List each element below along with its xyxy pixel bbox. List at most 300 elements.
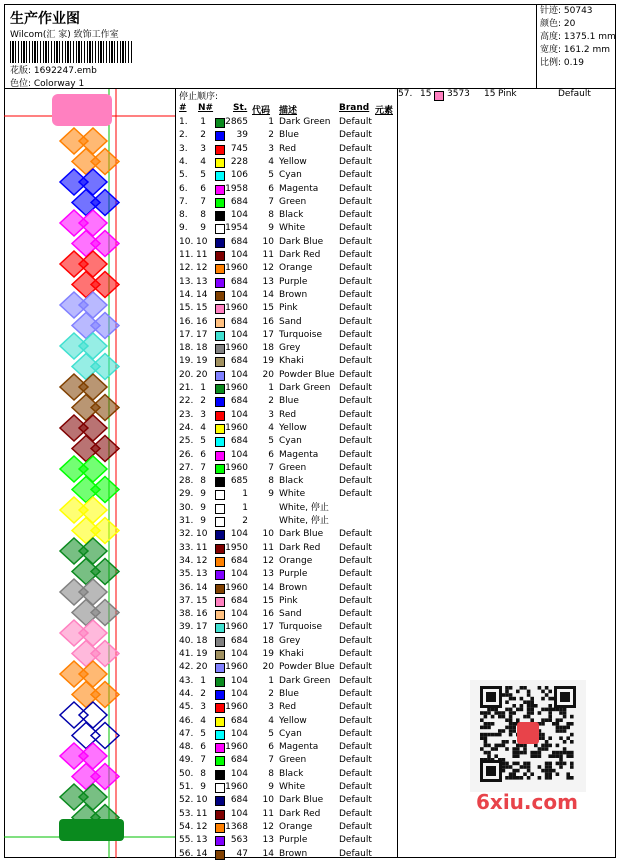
row-description: Brown — [279, 848, 308, 859]
cont-needle: 15 — [420, 89, 432, 99]
row-description: Powder Blue — [279, 662, 335, 673]
stop-row — [176, 355, 398, 368]
row-stitches: 1950 — [225, 542, 248, 553]
page-title: 生产作业图 — [10, 11, 80, 27]
stop-row — [176, 435, 398, 448]
stop-row — [176, 488, 398, 501]
row-needle: 10 — [196, 529, 208, 540]
row-needle: 2 — [200, 688, 206, 699]
row-index: 41. — [179, 649, 194, 659]
row-needle: 9 — [200, 223, 206, 234]
color-swatch — [215, 823, 225, 833]
row-brand: Default — [339, 688, 372, 699]
color-swatch — [215, 331, 225, 341]
stop-row — [176, 422, 398, 435]
stop-row — [176, 608, 398, 621]
color-swatch — [215, 703, 225, 713]
col-header-description: 描述 — [279, 106, 298, 116]
row-index: 37. — [179, 595, 194, 606]
row-stitches: 2 — [242, 516, 248, 526]
row-code: 10 — [262, 236, 274, 247]
row-needle: 5 — [200, 728, 206, 739]
row-index: 53. — [179, 808, 194, 819]
color-swatch — [215, 344, 225, 354]
row-needle: 5 — [200, 436, 206, 447]
row-needle: 10 — [196, 236, 208, 247]
stop-row — [176, 701, 398, 714]
row-brand: Default — [339, 303, 372, 314]
row-index: 51. — [179, 782, 194, 792]
row-stitches: 684 — [230, 635, 248, 646]
stop-row — [176, 169, 398, 182]
row-needle: 14 — [196, 289, 208, 300]
row-brand: Default — [339, 117, 372, 127]
stop-row — [176, 661, 398, 674]
row-code: 8 — [268, 210, 274, 221]
stop-row — [176, 781, 398, 794]
row-description: Sand — [279, 316, 302, 327]
stop-row — [176, 848, 398, 861]
color-swatch — [215, 637, 225, 647]
row-needle: 16 — [196, 609, 208, 620]
row-stitches: 684 — [230, 356, 248, 367]
color-swatch — [215, 610, 225, 620]
row-index: 55. — [179, 835, 194, 846]
stop-row — [176, 276, 398, 289]
row-brand: Default — [339, 675, 372, 686]
row-brand: Default — [339, 263, 372, 274]
color-swatch — [215, 850, 225, 860]
color-swatch — [215, 663, 225, 673]
row-needle: 1 — [200, 117, 206, 127]
row-index: 13. — [179, 276, 194, 287]
spec-panel — [537, 4, 616, 89]
row-brand: Default — [339, 462, 372, 473]
row-code: 9 — [268, 223, 274, 234]
row-brand: Default — [339, 236, 372, 247]
stop-row — [176, 316, 398, 329]
col-header-stitches: St. — [233, 103, 248, 113]
qr-code — [470, 680, 586, 792]
color-swatch — [215, 224, 225, 234]
row-needle: 8 — [200, 476, 206, 487]
row-stitches: 104 — [230, 409, 248, 420]
row-description: Blue — [279, 130, 299, 141]
stop-row — [176, 568, 398, 581]
row-code: 19 — [262, 649, 274, 659]
stop-row — [176, 528, 398, 541]
color-swatch — [215, 810, 225, 820]
stop-row — [176, 236, 398, 249]
color-swatch — [215, 770, 225, 780]
row-brand: Default — [339, 622, 372, 633]
row-brand: Default — [339, 356, 372, 367]
stop-list-title: 停止顺序: — [179, 92, 219, 102]
row-index: 38. — [179, 609, 194, 620]
stop-row — [176, 754, 398, 767]
row-index: 25. — [179, 436, 194, 447]
row-index: 14. — [179, 289, 194, 300]
row-stitches: 39 — [236, 130, 248, 141]
row-index: 12. — [179, 263, 194, 274]
row-stitches: 104 — [230, 675, 248, 686]
color-swatch — [215, 291, 225, 301]
row-code: 17 — [262, 622, 274, 633]
row-index: 44. — [179, 688, 194, 699]
cont-stitches: 3573 — [447, 89, 470, 99]
stop-row — [176, 156, 398, 169]
row-stitches: 684 — [230, 436, 248, 447]
row-index: 50. — [179, 768, 194, 779]
row-code: 16 — [262, 316, 274, 327]
row-brand: Default — [339, 715, 372, 726]
color-swatch — [215, 743, 225, 753]
row-index: 26. — [179, 449, 194, 460]
color-swatch — [215, 304, 225, 314]
row-code: 8 — [268, 476, 274, 487]
row-stitches: 1 — [242, 502, 248, 513]
row-description: Dark Red — [279, 808, 321, 819]
row-stitches: 684 — [230, 795, 248, 806]
row-needle: 17 — [196, 622, 208, 633]
row-index: 17. — [179, 329, 194, 340]
stop-row — [176, 648, 398, 661]
row-stitches: 104 — [230, 688, 248, 699]
row-stitches: 684 — [230, 755, 248, 766]
color-swatch — [215, 756, 225, 766]
stop-row — [176, 329, 398, 342]
row-brand: Default — [339, 170, 372, 181]
row-stitches: 104 — [230, 768, 248, 779]
row-stitches: 1960 — [225, 343, 248, 354]
stop-row — [176, 409, 398, 422]
row-index: 3. — [179, 143, 188, 154]
row-brand: Default — [339, 609, 372, 620]
color-swatch — [215, 464, 225, 474]
row-index: 32. — [179, 529, 194, 540]
row-needle: 11 — [196, 250, 208, 260]
row-code: 12 — [262, 821, 274, 832]
stop-row — [176, 741, 398, 754]
row-index: 18. — [179, 343, 194, 354]
stop-row — [176, 808, 398, 821]
row-description: Powder Blue — [279, 369, 335, 380]
row-code: 4 — [268, 422, 274, 433]
row-needle: 2 — [200, 396, 206, 407]
row-description: Yellow — [279, 422, 307, 433]
row-brand: Default — [339, 383, 372, 393]
row-brand: Default — [339, 555, 372, 566]
stop-row — [176, 688, 398, 701]
row-needle: 2 — [200, 130, 206, 141]
stop-row — [176, 821, 398, 834]
row-description: Khaki — [279, 649, 304, 659]
color-swatch — [215, 411, 225, 421]
stop-row — [176, 462, 398, 475]
row-brand: Default — [339, 635, 372, 646]
color-swatch — [215, 318, 225, 328]
row-description: Brown — [279, 289, 308, 300]
row-needle: 3 — [200, 702, 206, 713]
row-brand: Default — [339, 489, 372, 500]
row-index: 10. — [179, 236, 194, 247]
row-index: 2. — [179, 130, 188, 141]
col-header-code: 代码 — [252, 106, 271, 116]
cont-code: 15 — [484, 89, 496, 99]
row-description: Turquoise — [279, 622, 323, 633]
row-index: 24. — [179, 422, 194, 433]
stop-row — [176, 502, 398, 515]
row-description: Dark Green — [279, 675, 331, 686]
color-swatch — [215, 783, 225, 793]
row-stitches: 104 — [230, 808, 248, 819]
col-header-brand: Brand — [339, 103, 370, 113]
row-description: Cyan — [279, 170, 302, 181]
row-brand: Default — [339, 582, 372, 593]
stop-row — [176, 143, 398, 156]
color-swatch — [215, 530, 225, 540]
color-swatch — [215, 251, 225, 261]
col-header-needle: N# — [198, 103, 214, 113]
color-swatch — [215, 118, 225, 128]
row-brand: Default — [339, 649, 372, 659]
barcode — [10, 41, 132, 63]
row-needle: 16 — [196, 316, 208, 327]
row-stitches: 684 — [230, 236, 248, 247]
row-index: 45. — [179, 702, 194, 713]
color-swatch — [215, 717, 225, 727]
row-description: Purple — [279, 569, 308, 580]
row-description: Blue — [279, 396, 299, 407]
row-brand: Default — [339, 808, 372, 819]
row-description: Cyan — [279, 728, 302, 739]
row-code: 12 — [262, 555, 274, 566]
row-description: White, 停止 — [279, 502, 329, 513]
row-description: Cyan — [279, 436, 302, 447]
row-description: White, 停止 — [279, 516, 329, 526]
row-code: 14 — [262, 289, 274, 300]
row-code: 14 — [262, 582, 274, 593]
color-swatch — [215, 424, 225, 434]
row-stitches: 684 — [230, 555, 248, 566]
row-index: 36. — [179, 582, 194, 593]
spec-colors: 颜色: 20 — [540, 19, 576, 29]
row-brand: Default — [339, 835, 372, 846]
row-needle: 12 — [196, 821, 208, 832]
color-swatch — [215, 357, 225, 367]
row-brand: Default — [339, 343, 372, 354]
row-code: 19 — [262, 356, 274, 367]
stop-row — [176, 768, 398, 781]
row-stitches: 47 — [236, 848, 248, 859]
color-swatch — [215, 557, 225, 567]
row-index: 27. — [179, 462, 194, 473]
color-swatch — [215, 690, 225, 700]
row-brand: Default — [339, 369, 372, 380]
cont-index: 57. — [398, 89, 413, 99]
row-index: 19. — [179, 356, 194, 367]
row-needle: 13 — [196, 835, 208, 846]
row-brand: Default — [339, 782, 372, 792]
stop-row — [176, 715, 398, 728]
row-description: Dark Red — [279, 542, 321, 553]
row-description: Magenta — [279, 183, 319, 194]
row-needle: 11 — [196, 542, 208, 553]
row-code: 18 — [262, 343, 274, 354]
row-code: 1 — [268, 117, 274, 127]
row-description: Black — [279, 768, 304, 779]
color-swatch — [215, 211, 225, 221]
row-code: 9 — [268, 782, 274, 792]
color-swatch — [215, 437, 225, 447]
row-stitches: 104 — [230, 569, 248, 580]
row-brand: Default — [339, 396, 372, 407]
stop-row — [176, 382, 398, 395]
row-stitches: 1368 — [225, 821, 248, 832]
row-needle: 8 — [200, 768, 206, 779]
row-brand: Default — [339, 422, 372, 433]
row-description: Grey — [279, 343, 301, 354]
row-index: 28. — [179, 476, 194, 487]
stop-row — [176, 475, 398, 488]
color-swatch — [215, 836, 225, 846]
row-description: Dark Green — [279, 383, 331, 393]
stop-row — [176, 595, 398, 608]
row-stitches: 1960 — [225, 383, 248, 393]
row-needle: 17 — [196, 329, 208, 340]
row-needle: 7 — [200, 196, 206, 207]
row-description: Blue — [279, 688, 299, 699]
row-index: 42. — [179, 662, 194, 673]
row-brand: Default — [339, 449, 372, 460]
row-brand: Default — [339, 196, 372, 207]
row-code: 4 — [268, 156, 274, 167]
row-stitches: 104 — [230, 329, 248, 340]
row-index: 7. — [179, 196, 188, 207]
row-code: 2 — [268, 688, 274, 699]
row-stitches: 1954 — [225, 223, 248, 234]
row-index: 5. — [179, 170, 188, 181]
row-index: 22. — [179, 396, 194, 407]
row-needle: 4 — [200, 156, 206, 167]
row-description: Khaki — [279, 356, 304, 367]
row-index: 20. — [179, 369, 194, 380]
color-swatch — [215, 650, 225, 660]
row-code: 2 — [268, 130, 274, 141]
row-needle: 7 — [200, 462, 206, 473]
row-brand: Default — [339, 409, 372, 420]
row-description: Brown — [279, 582, 308, 593]
stop-row — [176, 262, 398, 275]
row-description: Purple — [279, 835, 308, 846]
color-swatch — [215, 198, 225, 208]
row-brand: Default — [339, 595, 372, 606]
row-needle: 12 — [196, 263, 208, 274]
stop-row — [176, 542, 398, 555]
row-index: 23. — [179, 409, 194, 420]
row-stitches: 228 — [230, 156, 248, 167]
row-stitches: 104 — [230, 369, 248, 380]
color-swatch — [215, 677, 225, 687]
row-description: Red — [279, 409, 297, 420]
row-needle: 9 — [200, 489, 206, 500]
row-brand: Default — [339, 702, 372, 713]
row-code: 14 — [262, 848, 274, 859]
stop-row — [176, 342, 398, 355]
stop-row — [176, 249, 398, 262]
color-swatch — [215, 477, 225, 487]
row-description: Dark Blue — [279, 236, 324, 247]
row-stitches: 104 — [230, 728, 248, 739]
row-description: Yellow — [279, 715, 307, 726]
row-index: 39. — [179, 622, 194, 633]
row-stitches: 1960 — [225, 303, 248, 314]
row-code: 5 — [268, 170, 274, 181]
color-swatch — [215, 623, 225, 633]
row-code: 6 — [268, 449, 274, 460]
stop-row — [176, 675, 398, 688]
row-needle: 14 — [196, 848, 208, 859]
row-needle: 6 — [200, 742, 206, 753]
row-description: Pink — [279, 303, 298, 314]
row-stitches: 104 — [230, 210, 248, 221]
row-index: 46. — [179, 715, 194, 726]
row-stitches: 1958 — [225, 183, 248, 194]
row-code: 20 — [262, 662, 274, 673]
row-stitches: 1 — [242, 489, 248, 500]
row-index: 6. — [179, 183, 188, 194]
row-brand: Default — [339, 436, 372, 447]
row-index: 52. — [179, 795, 194, 806]
row-code: 4 — [268, 715, 274, 726]
row-stitches: 563 — [230, 835, 248, 846]
row-index: 16. — [179, 316, 194, 327]
color-swatch — [215, 796, 225, 806]
row-needle: 11 — [196, 808, 208, 819]
row-code: 13 — [262, 835, 274, 846]
row-code: 9 — [268, 489, 274, 500]
row-code: 15 — [262, 595, 274, 606]
row-stitches: 106 — [230, 170, 248, 181]
row-stitches: 1960 — [225, 782, 248, 792]
row-stitches: 1960 — [225, 702, 248, 713]
color-swatch — [215, 185, 225, 195]
row-index: 33. — [179, 542, 194, 553]
row-brand: Default — [339, 210, 372, 221]
color-swatch — [215, 238, 225, 248]
row-code: 5 — [268, 436, 274, 447]
row-description: White — [279, 782, 306, 792]
row-description: Black — [279, 476, 304, 487]
design-preview-image — [4, 89, 176, 858]
row-description: Green — [279, 196, 307, 207]
color-swatch — [434, 91, 444, 101]
row-index: 47. — [179, 728, 194, 739]
colorway-label: 色位: Colorway 1 — [10, 79, 85, 89]
stop-row — [176, 183, 398, 196]
row-brand: Default — [339, 156, 372, 167]
row-code: 6 — [268, 742, 274, 753]
row-needle: 4 — [200, 715, 206, 726]
row-code: 13 — [262, 569, 274, 580]
row-index: 9. — [179, 223, 188, 234]
row-needle: 6 — [200, 183, 206, 194]
design-preview — [4, 89, 176, 858]
row-needle: 7 — [200, 755, 206, 766]
spec-stitches: 针迹: 50743 — [540, 6, 593, 16]
color-swatch — [215, 131, 225, 141]
stop-row — [176, 196, 398, 209]
